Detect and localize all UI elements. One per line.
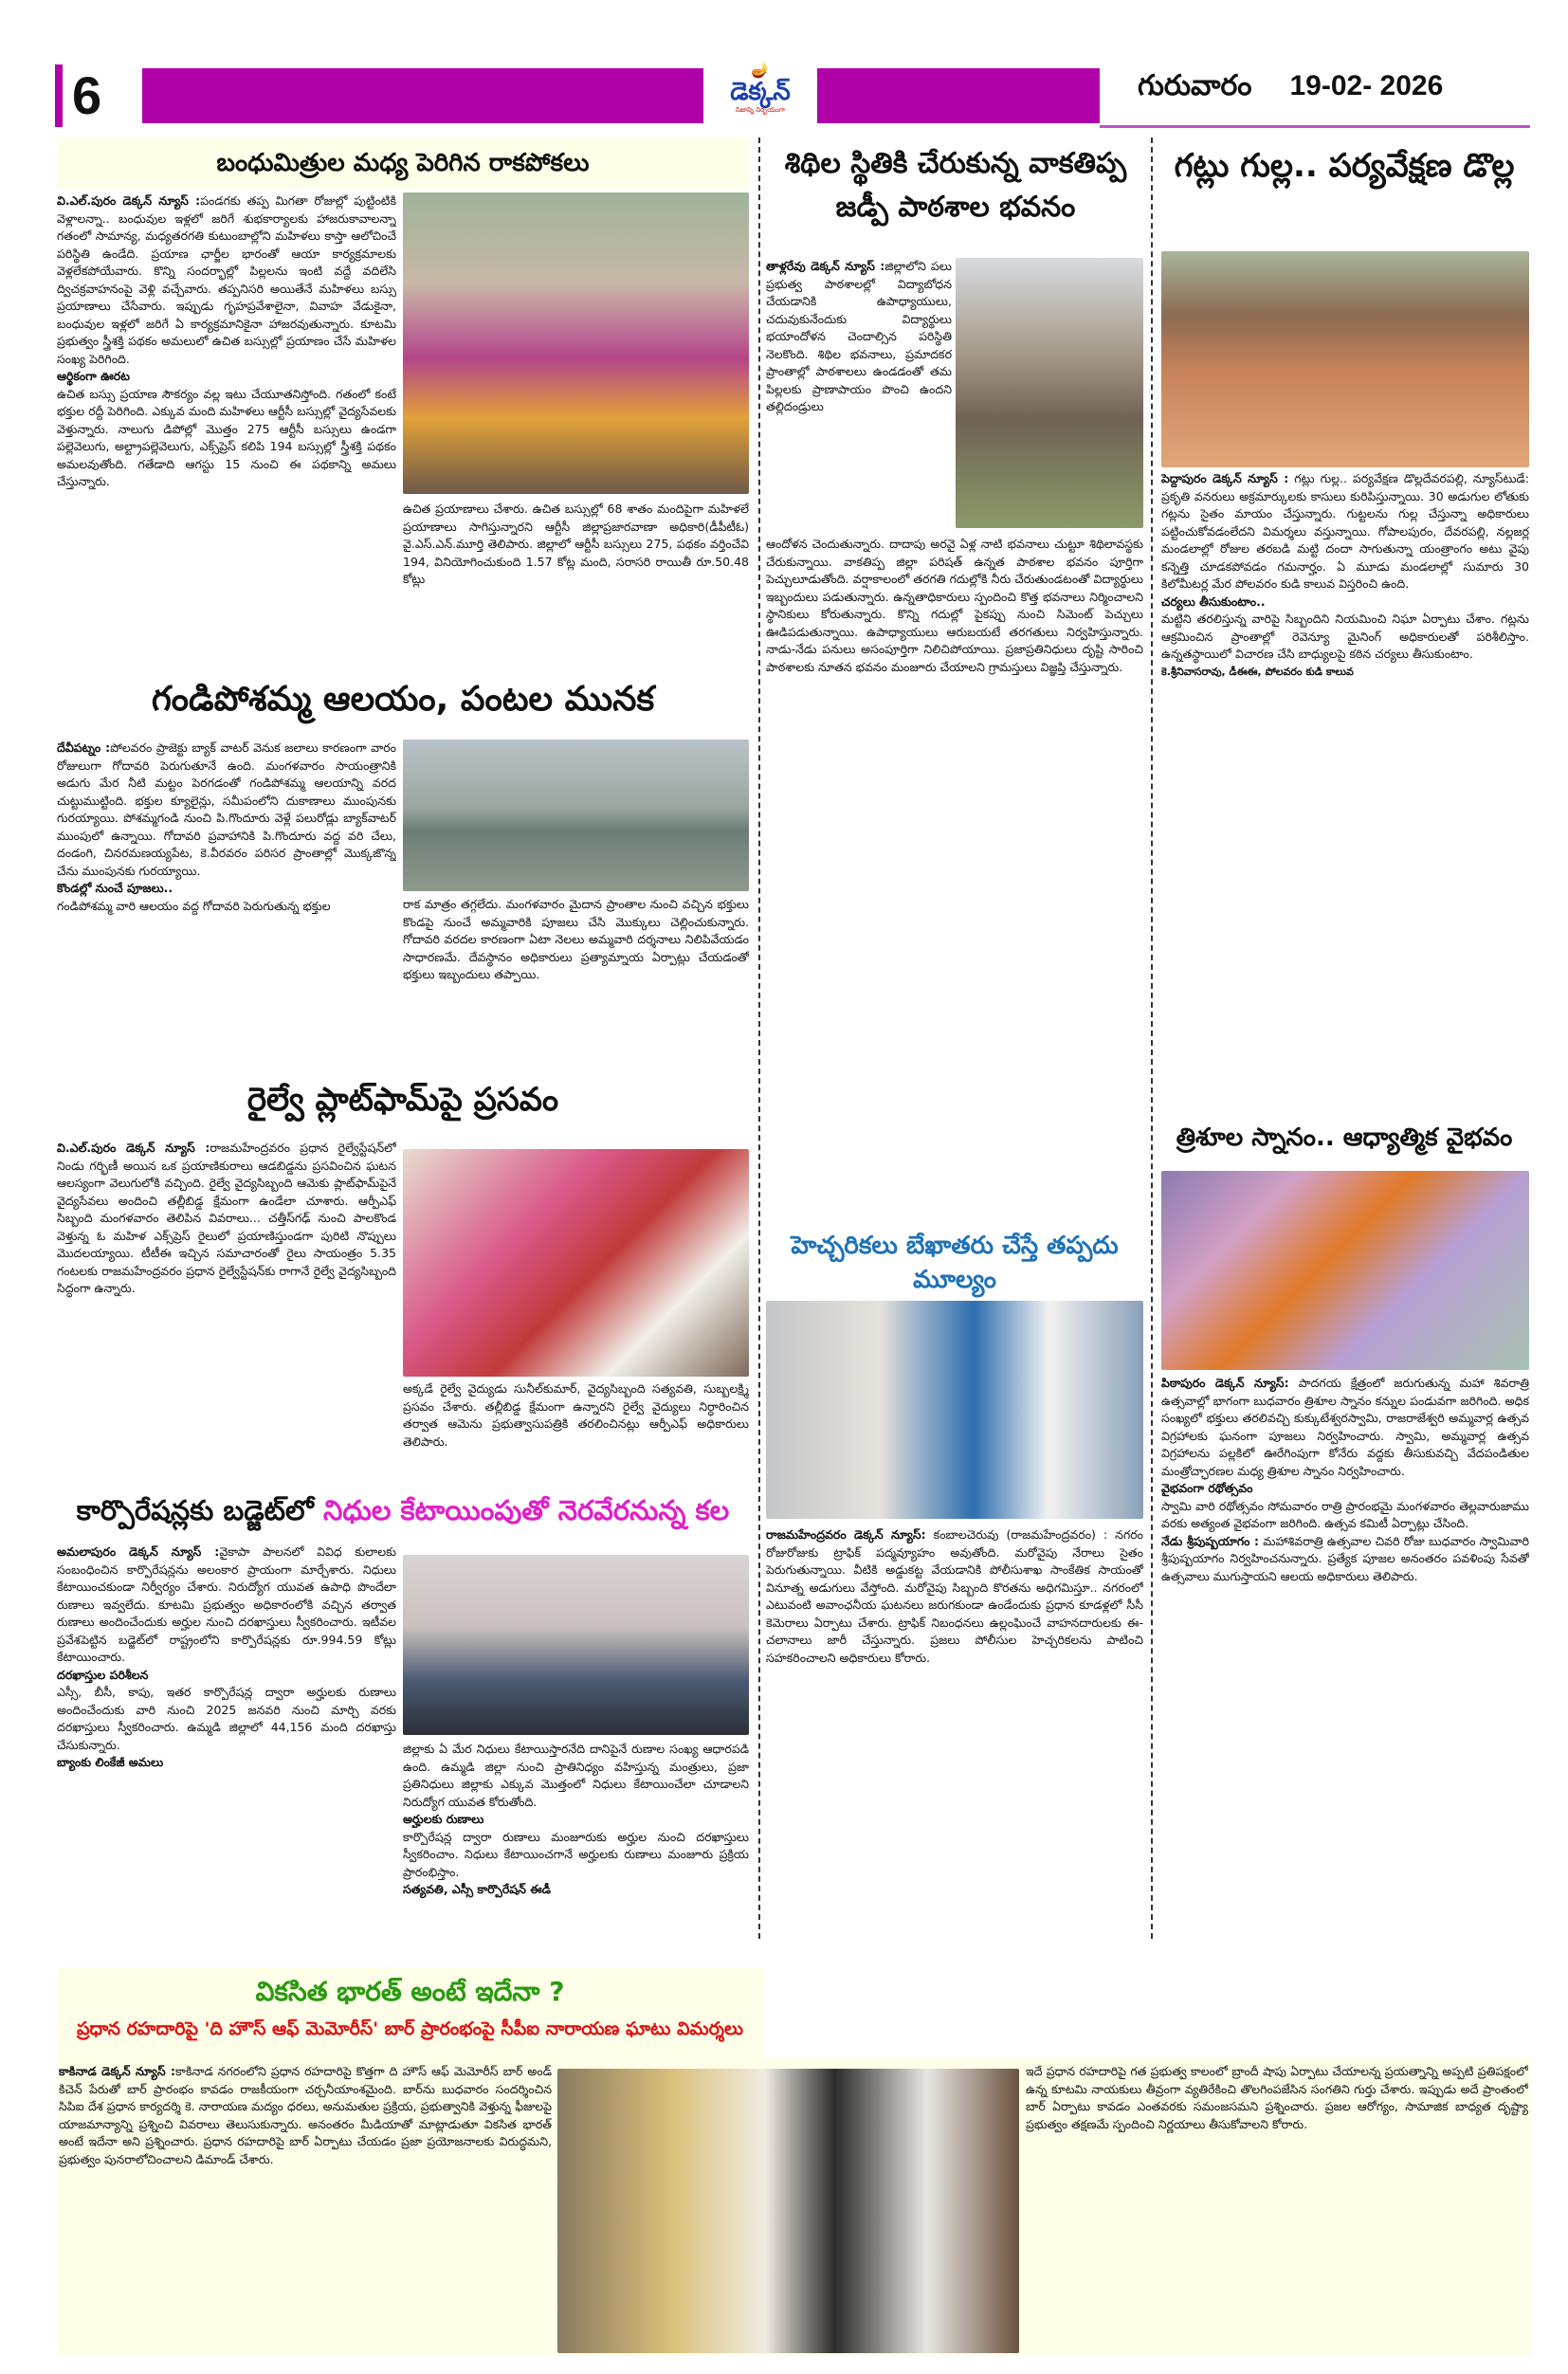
subheading: బ్యాంకు లింకేజీ అమలు	[57, 1755, 164, 1769]
article-text: పండగకు తప్ప మిగతా రోజుల్లో పుట్టింటికి వెళ్లాలన్నా.. బంధువుల ఇళ్లలో జరిగే శుభకార్యాలకు హాజరుకావాలన్నా గతంలో సామాన్య, మధ్యతరగతి కుటుంబాల్లోని మహిళలు కాస్తా ఆలోచించే పరిస్థితి ఉండేది. ప్రయాణ ఛార్జీల భారంతో ఆయా కార్యక్రమాలకు వెళ్లలేకపోయేవారు. కొన్ని సందర్భాల్లో పిల్లలను ఇంటి వద్దే వదిలేసి ద్విచక్రవాహనంపై వెళ్లి వచ్చేవారు. తప్పనిసరి అయితేనే మహిళలు బస్సు ప్రయాణాలు చేసేవారు. ఇప్పుడు గృహప్రవేశాలైనా, వివాహ వేడుకైనా, బంధువుల ఇళ్లలో జరిగే ఏ కార్యక్రమానికైనా హాజరవుతున్నారు. కూటమి ప్రభుత్వం స్త్రీశక్తి పథకం అమలులో ఉచిత బస్సుల్లో ప్రయాణం చేసే మహిళల సంఖ్య పెరిగింది.	[57, 193, 396, 366]
article-railway-body-cont: అక్కడే రైల్వే వైద్యుడు సునీల్‌కుమార్, వైద్యసిబ్బంది సత్యవతి, సుబ్బలక్ష్మి ప్రసవం చేశారు. తల్లీబిడ్డ క్షేమంగా ఉన్నారని రైల్వే వైద్యులు నిర్ధారించిన తర్వాత ఆమెను ప్రభుత్వాసుపత్రికి తరలించినట్లు ఆర్పీఎఫ్ అధికారులు తెలిపారు.	[403, 1381, 749, 1449]
article-text: జిల్లాకు ఏ మేర నిధులు కేటాయిస్తారనేది దానిపైనే రుణాల సంఖ్య ఆధారపడి ఉంది. ఉమ్మడి జిల్లా నుంచి ప్రాతినిధ్యం వహిస్తున్న మంత్రులు, ప్రజా ప్రతినిధులు జిల్లాకు ఎక్కువ మొత్తంలో నిధులు కేటాయించేలా చూడాలని నిరుద్యోగ యువత కోరుతోంది.	[403, 1742, 749, 1809]
column-divider	[1151, 137, 1153, 1939]
article-school-body	[766, 258, 952, 533]
article-text: ఎస్సీ, బీసీ, కాపు, ఇతర కార్పొరేషన్ల ద్వారా అర్హులకు రుణాలు అందించేందుకు వారి నుంచి 2025 జనవరి నుంచి మార్చి వరకు దరఖాస్తులు స్వీకరించారు. ఉమ్మడి జిల్లాలో 44,156 మంది దరఖాస్తు చేసుకున్నారు.	[57, 1685, 396, 1752]
article-text: గట్లు గుల్ల.. పర్యవేక్షణ డొల్లదేవరపల్లి, న్యూస్‌టుడే: ప్రకృతి వనరులు అక్రమార్కులకు కాసులు కురిపిస్తున్నాయి. 30 అడుగుల లోతుకు గట్లను సైతం మాయం చేస్తున్నారు. గుట్టలను గుల్ల చేస్తున్నా అధికారులు పట్టించుకోవడంలేదని విమర్శలు వస్తున్నాయి. గోపాలపురం, దేవరపల్లి, నల్లజర్ల మండలాల్లో రోజుల తరబడి మట్టి దందా సాగుతున్నా యంత్రాంగం అటు వైపు కన్నెత్తి చూడకపోవడం గమనార్హం. ఏ మూడు మండలాల్లో సుమారు 30 కిలోమీటర్ల మేర పోలవరం కుడి కాలువ విస్తరించి ఉంది.	[1161, 471, 1529, 591]
headline-trishula: త్రిశూల స్నానం.. ఆధ్యాత్మిక వైభవం	[1176, 1123, 1513, 1152]
article-text: గండిపోశమ్మ వారి ఆలయం వద్ద గోదావరి పెరుగుతున్న భక్తుల	[57, 898, 331, 913]
photo-eroded-embankment	[1161, 251, 1529, 467]
article-text: స్వామి వారి రథోత్సవం సోమవారం రాత్రి ప్రారంభమై మంగళవారం తెల్లవారుజాము వరకు అత్యంత వైభవంగా జరిగింది. ఉత్సవ కమిటీ ఏర్పాట్లు చేసింది.	[1161, 1498, 1529, 1530]
headline-school: శిథిల స్థితికి చేరుకున్న వాకతిప్ప జడ్పీ పాఠశాల భవనం	[784, 147, 1127, 224]
article-bar-body	[59, 2063, 552, 2347]
issue-date	[1138, 70, 1526, 109]
headline-part-black: కార్పొరేషన్లకు బడ్జెట్‌లో	[76, 1494, 314, 1526]
article-temple-body	[57, 740, 396, 1052]
headline-inspection: గట్లు గుల్ల.. పర్యవేక్షణ డొల్ల	[1174, 147, 1515, 185]
article-corporation-body	[57, 1543, 396, 1932]
headline-bar: ప్రధాన రహదారిపై 'ది హౌస్ ఆఫ్ మెమోరీస్' బార్ ప్రారంభంపై సీపీఐ నారాయణ ఘాటు విమర్శలు	[76, 2018, 744, 2039]
article-bar-body-cont: ఇదే ప్రధాన రహదారిపై గత ప్రభుత్వ కాలంలో బ్రాందీ షాపు ఏర్పాటు చేయాలన్న ప్రయత్నాన్ని అప్పటి ప్రతిపక్షంలో ఉన్న కూటమి నాయకులు తీవ్రంగా వ్యతిరేకించి తొలగింపజేసిన సంగతిని గుర్తు చేశారు. ఇప్పుడు అదే ప్రాంతంలో బార్ ఏర్పాటు కావడం ఎంతవరకు సమంజసమని ప్రశ్నించారు. ప్రజల ఆరోగ్యం, సామాజిక బాధ్యత దృష్ట్యా ప్రభుత్వం తక్షణమే స్పందించి నిర్ణయాలు తీసుకోవాలని కోరారు.	[1026, 2064, 1528, 2131]
day-label: గురువారం	[1138, 70, 1252, 101]
article-text: జిల్లాలోని పలు ప్రభుత్వ పాఠశాలల్లో విద్యాబోధన చేయడానికి ఉపాధ్యాయులు, చదువుకునేందుకు విద్యార్థులు భయాందోళన చెందాల్సిన పరిస్థితి నెలకొంది. శిథిల భవనాలు, ప్రమాదకర ప్రాంతాల్లో పాఠశాలలు ఉండడంతో తమ పిల్లలకు ప్రాణాపాయం పొంచి ఉందని తల్లిదండ్రులు	[766, 259, 952, 413]
article-inspection-body	[1161, 470, 1529, 1115]
subheading: నేడు శ్రీపుష్పయాగం :	[1161, 1533, 1260, 1548]
article-text: కంబాలచెరువు (రాజమహేంద్రవరం) : నగరం రోజురోజుకు ట్రాఫిక్ పద్మవ్యూహం అవుతోంది. మరోవైపు నేరాలు సైతం పెరుగుతున్నాయి. వీటికి అడ్డుకట్ట వేయడానికి పోలీసుశాఖ సాంకేతిక సాయంతో వినూత్న అడుగులు వేస్తోంది. మరోవైపు సిబ్బంది కొరతను అధిగమిస్తూ.. నగరంలో ఎటువంటి అవాంఛనీయ ఘటనలు జరుగకుండా ఉండేందుకు ప్రధాన కూడళ్లలో సీసీ కెమెరాలు ఏర్పాటు చేశారు. ట్రాఫిక్ నిబంధనలు ఉల్లంఘించే వాహనదారులకు ఈ-చలానాలు జారీ చేస్తున్నారు. ప్రజలు పోలీసుల హెచ్చరికలను పాటించి సహకరించాలని అధికారులు కోరారు.	[766, 1527, 1143, 1665]
headline-part-pink: నిధుల కేటాయింపుతో నెరవేరనున్న కల	[323, 1494, 730, 1526]
headline-corporation	[57, 1490, 749, 1530]
header-band-right	[817, 68, 1100, 123]
subheading: ఆర్థికంగా ఊరట	[57, 369, 130, 383]
quote-attribution: కె.శ్రీనివాసరావు, డీఈఈ, పోలవరం కుడి కాలువ	[1161, 665, 1354, 678]
headline-relatives: బంధుమిత్రుల మధ్య పెరిగిన రాకపోకలు	[57, 137, 749, 189]
photo-women-bus	[403, 192, 749, 494]
article-text: పాదగయ క్షేత్రంలో జరుగుతున్న మహా శివరాత్రి ఉత్సవాల్లో భాగంగా బుధవారం త్రిశూల స్నానం కన్నుల పండువగా జరిగింది. అధిక సంఖ్యలో భక్తులు తరలివచ్చి కుక్కుటేశ్వరస్వామి, రాజరాజేశ్వరి అమ్మవార్ల ఉత్సవ విగ్రహాలకు ఘనంగా పూజలు నిర్వహించారు. స్వామి, అమ్మవార్ల ఉత్సవ విగ్రహాలను పల్లకిలో ఊరేగింపుగా కోనేరు వద్దకు తీసుకువచ్చి వేదపండితుల మంత్రోచ్ఛారణల మధ్య త్రిశూల స్నానం నిర్వహించారు.	[1161, 1376, 1529, 1478]
subheading: దరఖాస్తుల పరిశీలన	[57, 1667, 149, 1682]
bar-headline-box	[57, 1967, 763, 2057]
page-number: 6	[55, 64, 121, 127]
dateline: పిఠాపురం డెక్కన్ న్యూస్:	[1161, 1376, 1289, 1390]
subheading: వైభవంగా రథోత్సవం	[1161, 1481, 1253, 1495]
dateline: దేవీపట్నం :	[57, 740, 111, 755]
article-railway-body	[57, 1140, 396, 1462]
dateline: తాళ్లరేవు డెక్కన్ న్యూస్ :	[766, 259, 885, 273]
logo-text: డెక్కన్	[730, 78, 791, 106]
quote-attribution: సత్యవతి, ఎస్సీ కార్పొరేషన్ ఈడీ	[403, 1882, 551, 1896]
subheading: అర్హులకు రుణాలు	[403, 1812, 484, 1826]
photo-bar-visit	[557, 2069, 1019, 2353]
article-text: ఉచిత బస్సు ప్రయాణ సౌకర్యం వల్ల ఇటు చేయూతనిస్తోంది. గతంలో కంటే భక్తుల రద్దీ పెరిగింది. ఎక్కువ మంది మహిళలు ఆర్టీసీ బస్సుల్లో వైద్యసేవలకు వెళ్తున్నారు. నాలుగు డిపోల్లో మొత్తం 275 ఆర్టీసీ బస్సులు ఉండగా పల్లెవెలుగు, అల్ట్రాపల్లెవెలుగు, ఎక్స్‌ప్రెస్ కలిపి 194 బస్సుల్లో స్త్రీశక్తి పథకం అమలవుతోంది. గతేడాది ఆగస్టు 15 నుంచి ఈ పథకాన్ని అమలు చేస్తున్నారు.	[57, 386, 396, 488]
subheading: చర్యలు తీసుకుంటాం..	[1161, 594, 1266, 609]
article-trishula-body	[1161, 1375, 1529, 1934]
photo-police-station	[766, 1301, 1143, 1519]
article-text: మట్టిని తరలిస్తున్న వారిపై సిబ్బందిని నియమించి నిఘా ఏర్పాటు చేశాం. గట్లను ఆక్రమించిన ప్రాంతాల్లో రెవెన్యూ మైనింగ్ అధికారులతో పరిశీలిస్తాం. ఉన్నతస్థాయిలో విచారణ చేసి బాధ్యులపై కఠిన చర్యలు తీసుకుంటాం.	[1161, 612, 1529, 661]
dateline: వి.ఎల్.పురం డెక్కన్ న్యూస్ :	[57, 193, 201, 208]
dateline: రాజమహేంద్రవరం డెక్కన్ న్యూస్:	[766, 1527, 926, 1542]
masthead-logo	[709, 63, 811, 127]
article-school-body-cont: ఆందోళన చెందుతున్నారు. దాదాపు అరవై ఏళ్ల నాటి భవనాలు చుట్టూ శిథిలావస్థకు చేరుకున్నాయి. వాకతిప్ప జిల్లా పరిషత్ ఉన్నత పాఠశాల భవనం పూర్తిగా పెచ్చులూడుతోంది. వర్షాకాలంలో తరగతి గదుల్లోకి నీరు చేరుతుండటంతో విద్యార్థులు ఇబ్బందులు పడుతున్నారు. ఉన్నతాధికారులు స్పందించి కొత్త భవనాలు నిర్మించాలని స్థానికులు కోరుతున్నారు. కొన్ని గదుల్లో పైకప్పు నుంచి సిమెంట్ పెచ్చులు ఊడిపడుతున్నాయి. ఉపాధ్యాయులు ఆరుబయటే తరగతులు నిర్వహిస్తున్నారు. నాడు-నేడు పనులు అసంపూర్తిగా నిలిచిపోయాయి. ప్రజాప్రతినిధులు దృష్టి సారించి పాఠశాలకు నూతన భవనం మంజూరు చేయాలని గ్రామస్తులు విజ్ఞప్తి చేస్తున్నారు.	[766, 537, 1143, 674]
photo-flooded-temple	[403, 740, 749, 891]
article-text: మహాశివరాత్రి ఉత్సవాల చివరి రోజు బుధవారం స్వామివారి శ్రీపుష్పయాగం నిర్వహించనున్నారు. ప్రత్యేక పూజల అనంతరం పవళింపు సేవతో ఉత్సవాలు ముగుస్తాయని ఆలయ అధికారులు తెలిపారు.	[1161, 1533, 1529, 1583]
headline-warning: హెచ్చరికలు బేఖాతరు చేస్తే తప్పదు మూల్యం	[791, 1232, 1119, 1294]
logo-tagline: నిజాన్ని నిర్భయంగా	[735, 106, 786, 114]
article-relatives-body-cont: ఉచిత ప్రయాణాలు చేశారు. ఉచిత బస్సుల్లో 68 శాతం మందిపైగా మహిళలే ప్రయాణాలు సాగిస్తున్నారని ఆర్టీసీ జిల్లాప్రజారవాణా అధికారి(డీపీటీఓ) వై.ఎస్.ఎన్.మూర్తి తెలిపారు. జిల్లాలో ఆర్టీసీ బస్సులు 275, పథకం వర్తించేవి 194, వినియోగించుకుంది 1.57 కోట్ల మంది, సరాసరి రాయితీ రూ.50.48 కోట్లు	[403, 502, 749, 586]
dateline: అమలాపురం డెక్కన్ న్యూస్ :	[57, 1544, 220, 1559]
photo-school-building	[956, 258, 1143, 528]
header-rule	[1100, 125, 1530, 128]
photo-holy-bath	[1161, 1171, 1529, 1370]
article-temple-body-cont: రాక మాత్రం తగ్గలేదు. మంగళవారం మైదాన ప్రాంతాల నుంచి వచ్చిన భక్తులు కొండపై నుంచే అమ్మవారికి పూజలు చేసి మొక్కులు చెల్లించుకున్నారు. గోదావరి వరదల కారణంగా ఏటా నెలలు అమ్మవారి దర్శనాలు నిలిపివేయడం సాధారణమే. దేవస్థానం అధికారులు ప్రత్యామ్నాయ ఏర్పాట్లు చేయడంతో భక్తులు ఇబ్బందులు తప్పాయి.	[403, 897, 749, 981]
subheading: కొండల్లో నుంచే పూజలు..	[57, 881, 173, 895]
header-band-left	[142, 68, 703, 123]
lamp-icon: 🪔	[751, 61, 770, 79]
kicker-viksit-bharat: వికసిత భారత్ అంటే ఇదేనా ?	[255, 1976, 565, 2007]
headline-temple: గండిపోశమ్మ ఆలయం, పంటల మునక	[151, 680, 655, 719]
headline-railway: రైల్వే ప్లాట్‌ఫామ్‌పై ప్రసవం	[246, 1081, 559, 1119]
article-text: కాకినాడ నగరంలోని ప్రధాన రహదారిపై కొత్తగా ది హౌస్ ఆఫ్ మెమోరీస్ బార్ అండ్ కిచెన్ పేరుతో బార్ ప్రారంభం కావడం రాజకీయంగా చర్చనీయాంశమైంది. బార్‌ను బుధవారం సందర్శించిన సిపిఐ దేశ ప్రధాన కార్యదర్శి కె. నారాయణ మద్యం ధరలు, అనుమతుల ప్రక్రియ, ప్రభుత్వానికి వెళ్తున్న ఫీజులపై యాజమాన్యాన్ని ప్రశ్నించి వివరాలు తెలుసుకున్నారు. అనంతరం మీడియాతో మాట్లాడుతూ వికసిత భారత్ అంటే ఇదేనా అని ప్రశ్నించారు. ప్రధాన రహదారిపై బార్ ఏర్పాటు చేయడం ప్రజా ప్రయోజనాలకు విరుద్ధమని, ప్రభుత్వం పునరాలోచించాలని డిమాండ్ చేశారు.	[59, 2064, 552, 2166]
article-text: వైకాపా పాలనలో వివిధ కులాలకు సంబంధించిన కార్పొరేషన్లను అలంకార ప్రాయంగా మార్చేశారు. నిధులు కేటాయించకుండా నిర్వీర్యం చేశారు. నిరుద్యోగ యువత ఉపాధి పొందేలా రుణాలు ఇవ్వలేదు. కూటమి ప్రభుత్వం అధికారంలోకి వచ్చిన తర్వాత రుణాలు అందించేందుకు అర్హుల నుంచి దరఖాస్తులు స్వీకరించారు. ఇటీవల ప్రవేశపెట్టిన బడ్జెట్‌లో రాష్ట్రంలోని కార్పొరేషన్లకు రూ.994.59 కోట్లు కేటాయించారు.	[57, 1544, 396, 1664]
article-text: రాజమహేంద్రవరం ప్రధాన రైల్వేస్టేషన్‌లో నిండు గర్భిణీ అయిన ఒక ప్రయాణికురాలు ఆడబిడ్డను ప్రసవించిన ఘటన ఆలస్యంగా వెలుగులోకి వచ్చింది. రైల్వే వైద్యసిబ్బంది ఆమెకు ప్లాట్‌ఫామ్‌పైనే వైద్యసేవలు అందించి తల్లీబిడ్డ క్షేమంగా ఉండేలా చూశారు. ఆర్పీఎఫ్ సిబ్బంది మంగళవారం తెలిపిన వివరాలు... చత్తీస్‌గఢ్ నుంచి పాలకొండ వెళ్తున్న ఓ మహిళ ఎక్స్‌ప్రెస్ రైలులో ప్రయాణిస్తుండగా పురిటి నొప్పులు మొదలయ్యాయి. టీటీఈ ఇచ్చిన సమాచారంతో రైలు సాయంత్రం 5.35 గంటలకు రాజమహేంద్రవరం ప్రధాన రైల్వేస్టేషన్‌కు రాగానే రైల్వే వైద్యసిబ్బంది సిద్ధంగా ఉన్నారు.	[57, 1141, 396, 1295]
photo-office	[403, 1555, 749, 1735]
dateline: పెద్దాపురం డెక్కన్ న్యూస్ :	[1161, 471, 1289, 485]
photo-railway-doctors	[403, 1149, 749, 1377]
article-corporation-body-cont	[403, 1741, 749, 1935]
article-text: పోలవరం ప్రాజెక్టు బ్యాక్ వాటర్ వెనుక జలాలు కారణంగా వారం రోజులుగా గోదావరి పెరుగుతూనే ఉంది. మంగళవారం సాయంత్రానికి అడుగు మేర నీటి మట్టం పెరగడంతో గండిపోశమ్మ ఆలయాన్ని వరద చుట్టుముట్టింది. భక్తుల క్యూలైన్లు, సమీపంలోని దుకాణాలు ముంపునకు గురయ్యాయి. పోశమ్మగండి నుంచి పి.గొందూరు వెళ్లే పలురోడ్లు బ్యాక్‌వాటర్ ముంపులో ఉన్నాయి. గోదావరి ప్రవాహానికి పి.గొందూరు వద్ద వరి చేలు, దండంగి, చినరమణయ్యపేట, కె.వీరవరం పరిసర ప్రాంతాల్లో మొక్కజొన్న చేను ముంపునకు గురయ్యాయి.	[57, 740, 396, 878]
article-warning-body	[766, 1526, 1143, 1934]
article-text: కార్పొరేషన్ల ద్వారా రుణాలు మంజూరుకు అర్హుల నుంచి దరఖాస్తులు స్వీకరించాం. నిధులు కేటాయించగానే అర్హులకు రుణాలు మంజూరు ప్రక్రియ ప్రారంభిస్తాం.	[403, 1829, 749, 1879]
dateline: వి.ఎల్.పురం డెక్కన్ న్యూస్ :	[57, 1141, 210, 1155]
article-relatives-body	[57, 192, 396, 676]
column-divider	[758, 137, 760, 1939]
date-label: 19-02- 2026	[1289, 70, 1444, 101]
dateline: కాకినాడ డెక్కన్ న్యూస్ :	[59, 2064, 176, 2078]
